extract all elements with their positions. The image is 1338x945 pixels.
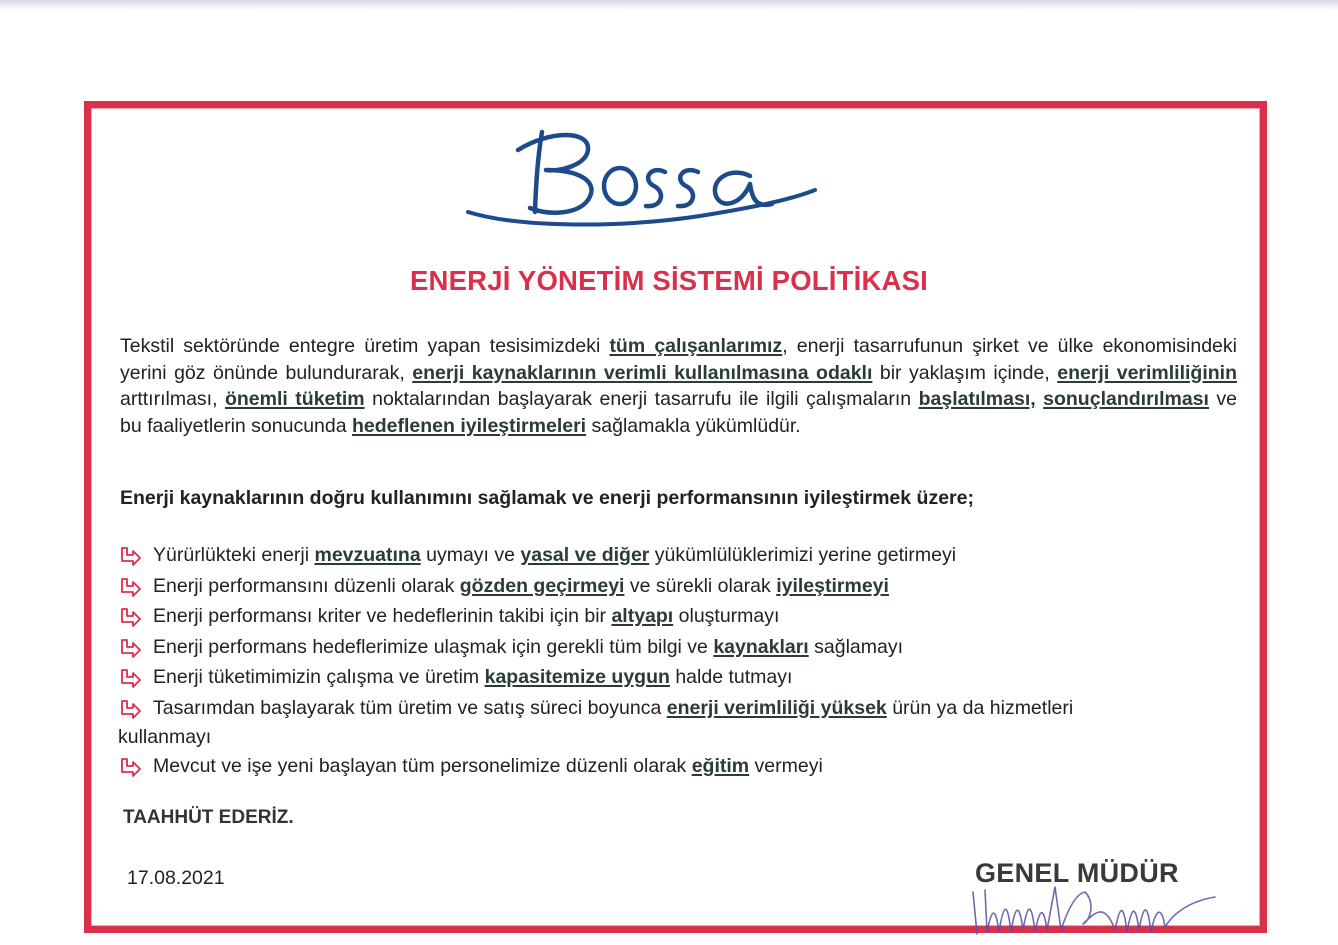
item-emphasis: gözden geçirmeyi: [459, 574, 625, 597]
item-text: Enerji tüketimimizin çalışma ve üretim: [153, 666, 485, 688]
list-item: [118, 693, 1238, 752]
item-emphasis: kapasitemize uygun: [484, 666, 670, 688]
commitment-list: [118, 540, 1238, 782]
item-text: sağlamayı: [808, 635, 904, 658]
intro-paragraph: [120, 333, 1237, 439]
item-emphasis: altyapı: [611, 605, 674, 627]
item-emphasis: yasal ve diğer: [520, 544, 650, 566]
item-emphasis: enerji verimliliği yüksek: [666, 696, 887, 719]
item-text: Enerji performans hedeflerimize ulaşmak için gerekli tüm bilgi ve: [153, 635, 714, 658]
item-text: uymayı ve: [420, 544, 521, 566]
outline-arrow-down-right-icon: [120, 638, 142, 658]
intro-text: arttırılması,: [120, 388, 225, 410]
item-emphasis: mevzuatına: [314, 544, 421, 566]
pledge-statement: TAAHHÜT EDERİZ.: [123, 807, 294, 828]
intro-text: bir yaklaşım içinde,: [872, 361, 1058, 384]
intro-emphasis: önemli tüketim: [224, 388, 365, 410]
item-text: Yürürlükteki enerji: [153, 544, 315, 566]
item-text: Mevcut ve işe yeni başlayan tüm personelimize düzenli olarak: [153, 755, 692, 777]
intro-emphasis: hedeflenen iyileştirmeleri: [352, 414, 587, 437]
intro-emphasis: sonuçlandırılması: [1043, 388, 1209, 410]
commitment-lead: Enerji kaynaklarının doğru kullanımını sağlamak ve enerji performansının iyileştirmek üzere;: [120, 487, 974, 509]
list-item: [118, 632, 1238, 663]
intro-text: sağlamakla yükümlüdür.: [586, 414, 801, 437]
list-item: [118, 662, 1238, 693]
list-item: [118, 540, 1238, 571]
outline-arrow-down-right-icon: [120, 607, 142, 627]
item-text-continued: kullanmayı: [118, 726, 212, 748]
item-text: halde tutmayı: [669, 666, 793, 688]
list-item: [118, 601, 1238, 632]
item-text: ve sürekli olarak: [624, 574, 777, 597]
signatory-title: GENEL MÜDÜR: [975, 858, 1179, 888]
item-text: Enerji performansını düzenli olarak: [153, 574, 460, 597]
item-emphasis: eğitim: [691, 755, 750, 777]
list-item: [118, 571, 1238, 602]
intro-text: noktalarından başlayarak enerji tasarrufu ile ilgili çalışmaların: [364, 388, 919, 410]
intro-emphasis: tüm çalışanlarımız: [609, 335, 783, 357]
bossa-logo: [460, 120, 830, 235]
outline-arrow-down-right-icon: [120, 757, 142, 777]
item-text: vermeyi: [749, 755, 823, 777]
outline-arrow-down-right-icon: [120, 668, 142, 688]
list-item: [118, 751, 1238, 782]
intro-emphasis: enerji verimliliğinin: [1057, 361, 1238, 384]
item-text: oluşturmayı: [673, 605, 780, 627]
intro-text: ve bu faaliyetlerin sonucunda: [120, 388, 1238, 437]
intro-emphasis: enerji kaynaklarının verimli kullanılmasına odaklı: [412, 361, 873, 384]
policy-title: ENERJİ YÖNETİM SİSTEMİ POLİTİKASI: [410, 265, 928, 296]
outline-arrow-down-right-icon: [120, 577, 142, 597]
item-text: Tasarımdan başlayarak tüm üretim ve satış süreci boyunca: [153, 696, 667, 719]
item-emphasis: kaynakları: [713, 635, 809, 658]
intro-text: Tekstil sektöründe entegre üretim yapan tesisimizdeki: [120, 335, 610, 357]
item-emphasis: iyileştirmeyi: [776, 574, 889, 597]
item-text: yükümlülüklerimizi yerine getirmeyi: [649, 544, 957, 566]
intro-emphasis: başlatılması,: [918, 388, 1036, 410]
item-text: ürün ya da hizmetleri: [886, 696, 1074, 719]
scan-edge: [0, 0, 1338, 10]
document-date: 17.08.2021: [127, 867, 225, 889]
handwritten-signature: [965, 872, 1225, 937]
outline-arrow-down-right-icon: [120, 699, 142, 719]
intro-text: , enerji tasarrufunun şirket ve ülke ekonomisindeki yerini göz önünde bulundurarak,: [120, 335, 1237, 384]
item-text: Enerji performansı kriter ve hedeflerinin takibi için bir: [153, 605, 612, 627]
outline-arrow-down-right-icon: [120, 546, 142, 566]
